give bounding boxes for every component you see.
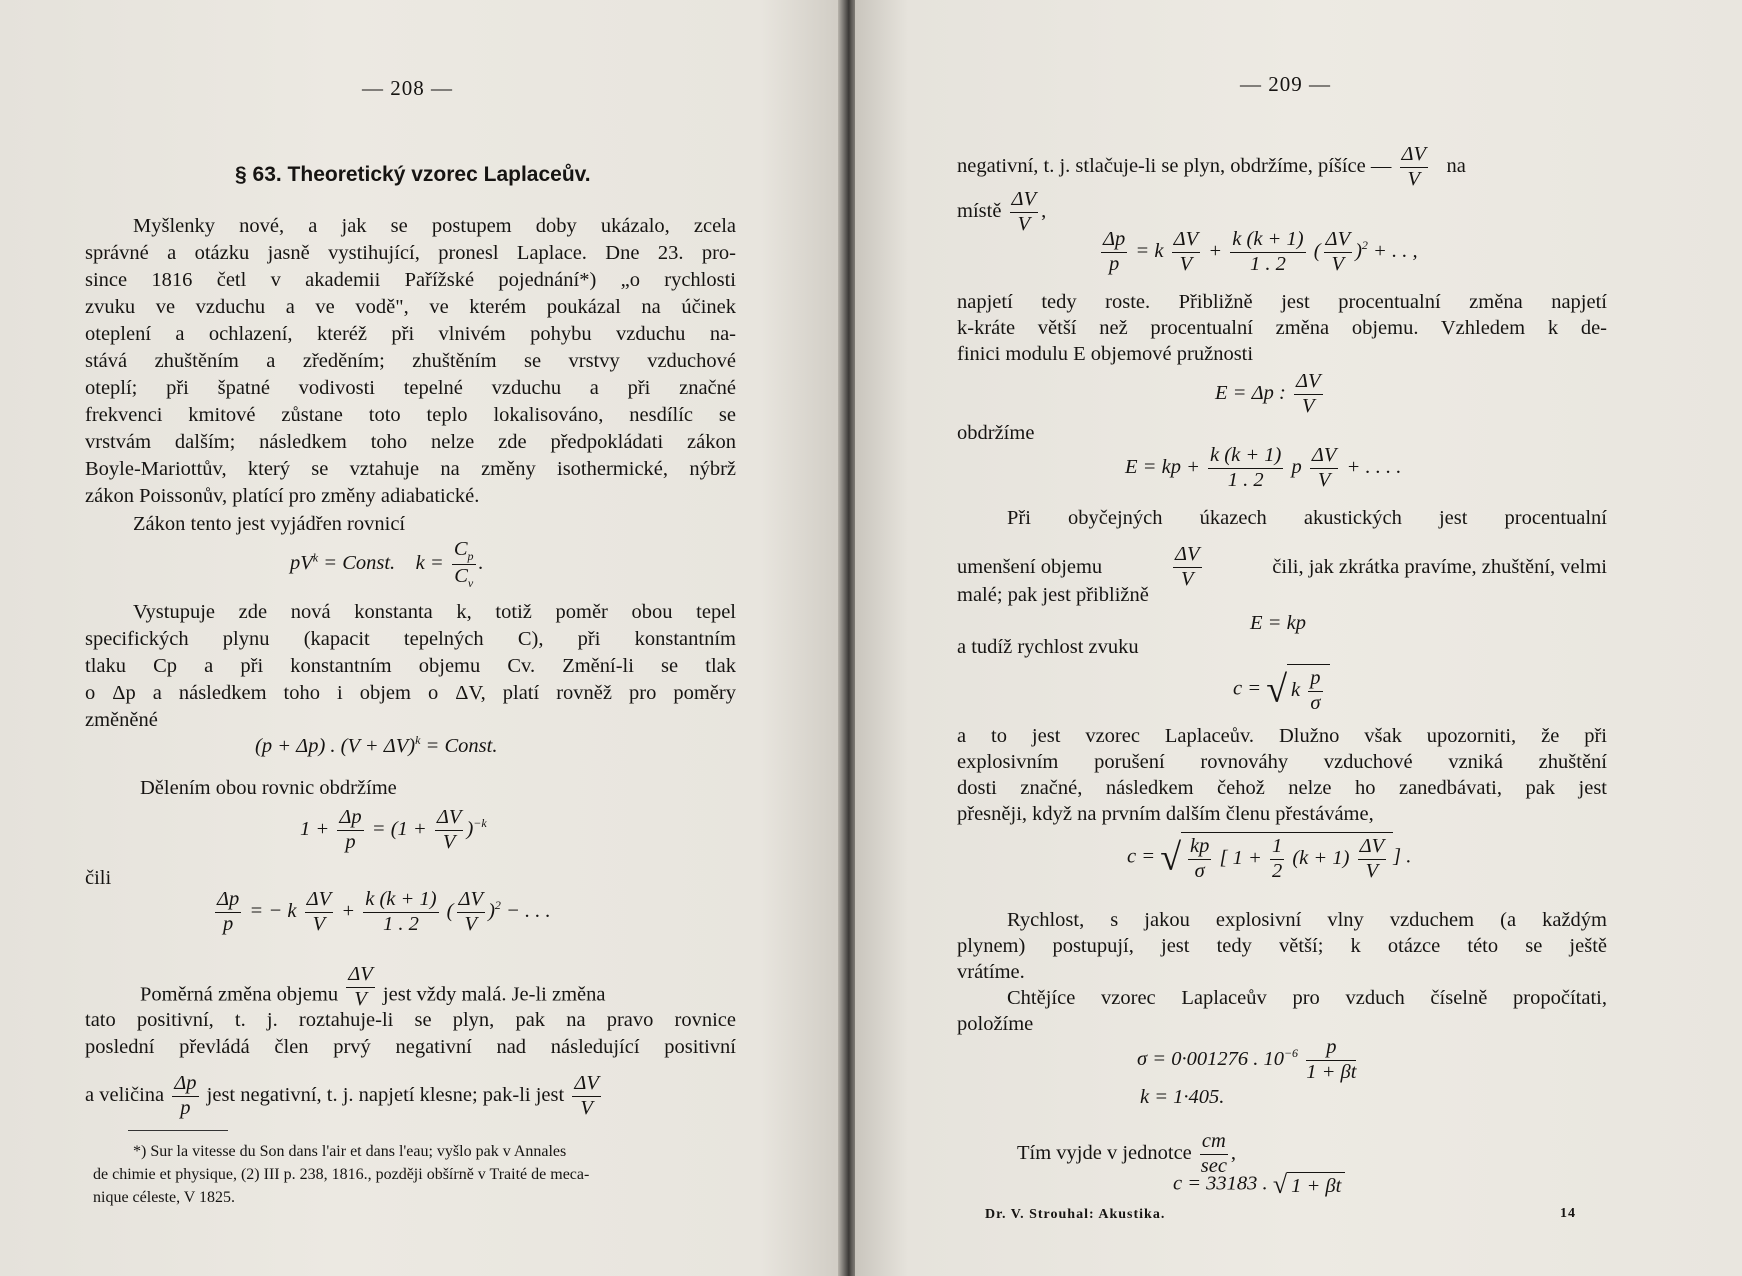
- text-line: Při obyčejných úkazech akustických jest procentualní: [1007, 507, 1607, 529]
- equation-7: [1125, 444, 1401, 492]
- equation-4: $\frac{\Delta p}{p}$ = − k $\frac{\Delta V}{V}$ + $\frac{k (k + 1)}{1 . 2}$ ( $\frac{\Delta V}{V}$ )$^2$ − . . .: [217, 888, 551, 935]
- fraction-dp-p: $\frac{\Delta p}{p}$: [339, 806, 362, 853]
- footer-signature: 14: [1560, 1206, 1576, 1221]
- eq-lhs: (p + Δp) . (V + ΔV): [255, 734, 416, 757]
- eq-k: k: [1291, 678, 1301, 701]
- eq-lhs: E = kp +: [1125, 455, 1200, 478]
- law-intro: Zákon tento jest vyjádřen rovnicí: [133, 513, 406, 535]
- fraction-cm-sec: cm sec: [1200, 1130, 1227, 1177]
- eq-tail: + . . ,: [1373, 239, 1418, 262]
- bracket-close: ] .: [1393, 845, 1412, 868]
- radical-icon: √: [1272, 1170, 1288, 1199]
- eq-lhs: σ = 0·001276 . 10: [1137, 1047, 1284, 1070]
- text-line: změněné: [85, 709, 158, 731]
- last-text-a: a veličina: [85, 1083, 165, 1106]
- fraction: $\frac{p}{1 + \beta t}$: [1306, 1036, 1357, 1083]
- text-line: položíme: [957, 1013, 1034, 1035]
- eq-exponent: 2: [494, 897, 501, 912]
- eq-lhs: E = Δp :: [1215, 381, 1286, 404]
- bracket-open: [ 1 +: [1219, 846, 1262, 869]
- text-line: k-kráte větší než procentualní změna objemu. Vzhledem k de-: [957, 317, 1607, 339]
- text-line: oteplí; při špatné vodivosti tepelné vzduchu a při značné: [85, 377, 736, 399]
- radical-icon: √: [1160, 836, 1182, 879]
- eq-sign: = k: [1135, 239, 1164, 262]
- last-text-b: jest negativní, t. j. napjetí klesne; pak-li jest: [206, 1083, 565, 1106]
- text-line: přesněji, když na prvním dalším členu přestáváme,: [957, 803, 1374, 825]
- footnote-rule: [128, 1130, 228, 1131]
- fraction-cp-cv: [452, 538, 476, 591]
- units-text: Tím vyjde v jednotce: [1017, 1141, 1192, 1164]
- num: C: [453, 538, 468, 560]
- text-line: správné a otázku jasně vystihující, pronesl Laplace. Dne 23. pro-: [85, 242, 736, 264]
- equation-6: [1215, 370, 1326, 418]
- equation-11: [1137, 1036, 1359, 1084]
- eq-kdef: k =: [415, 552, 444, 575]
- right-page: [855, 0, 1742, 1276]
- units-line: Tím vyjde v jednotce cm sec ,: [1017, 1130, 1236, 1177]
- text-line: malé; pak jest přibližně: [957, 584, 1149, 606]
- division-intro: Dělením obou rovnic obdržíme: [140, 777, 397, 799]
- eq-lhs: c =: [1127, 845, 1156, 868]
- text-line: dosti značné, následkem čehož nelze ho zanedbávati, pak jest: [957, 777, 1607, 799]
- equation-8: E = kp: [1250, 612, 1306, 634]
- eq-mid: = (1 +: [371, 817, 427, 840]
- equation-9: [1233, 664, 1330, 715]
- last-line: [85, 1072, 604, 1120]
- fraction: $\frac{\Delta V}{V}$: [1173, 228, 1199, 275]
- page-number-209: — 209 —: [1240, 72, 1331, 96]
- eq-rhs: = Const.: [323, 552, 396, 575]
- eq-exponent: −k: [473, 815, 487, 830]
- eq-exponent: k: [415, 733, 421, 747]
- left-page: [0, 0, 845, 1276]
- equation-12: k = 1·405.: [1140, 1086, 1225, 1108]
- fraction-dv-v: $\frac{\Delta V}{V}$: [1011, 188, 1037, 235]
- fraction: $\frac{\Delta V}{V}$: [1311, 444, 1337, 491]
- num-sub: p: [467, 549, 474, 564]
- equation-13: [1173, 1170, 1345, 1200]
- eq-tail: + . . . .: [1346, 455, 1402, 478]
- radicand: [1181, 832, 1393, 883]
- equation-10: [1127, 832, 1411, 883]
- text-line: poslední převládá člen prvý negativní nad následující positivní: [85, 1036, 736, 1058]
- fraction: $\frac{p}{\sigma}$: [1310, 667, 1321, 714]
- fraction-dv-v: ΔV V: [1174, 543, 1200, 590]
- tudiz-line: a tudíž rychlost zvuku: [957, 636, 1139, 658]
- fraction: $\frac{\Delta p}{p}$: [1103, 228, 1126, 275]
- eq-exponent: −6: [1283, 1045, 1299, 1060]
- text-line: frekvenci kmitové zůstane toto teplo lokalisováno, nesdílíc se: [85, 404, 736, 426]
- equation-3: [300, 806, 487, 854]
- eq-sign: = − k: [249, 899, 297, 922]
- fraction-dv-v: $\frac{\Delta V}{V}$: [574, 1072, 599, 1119]
- fraction-dv-v: $\frac{\Delta V}{V}$: [436, 806, 462, 853]
- text-line: Myšlenky nové, a jak se postupem doby ukázalo, zcela: [133, 215, 736, 237]
- fraction: $\frac{\Delta V}{V}$: [458, 888, 484, 935]
- text-line: specifických plynu (kapacit tepelných C), při konstantním: [85, 628, 736, 650]
- fraction: $\frac{k (k + 1)}{1 . 2}$: [1210, 444, 1282, 491]
- cili-text: čili, jak zkrátka pravíme, zhuštění, velmi: [1272, 555, 1607, 578]
- text-line: tlaku Cp a při konstantním objemu Cv. Změní-li se tlak: [85, 655, 736, 677]
- eq-p: p: [1291, 455, 1302, 478]
- text-line: Vystupuje zde nová konstanta k, totiž poměr obou tepel: [133, 601, 736, 623]
- text-line: Boyle-Mariottův, který se vztahuje na změny isothermické, nýbrž: [85, 458, 736, 480]
- fraction: $\frac{\Delta V}{V}$: [306, 888, 332, 935]
- fraction: $\frac{1}{2}$: [1271, 835, 1283, 882]
- eq-close: ): [466, 817, 474, 840]
- fraction: $\frac{\Delta V}{V}$: [1325, 228, 1351, 275]
- fraction: $\frac{\Delta V}{V}$: [1359, 835, 1385, 882]
- text-line: vrátíme.: [957, 961, 1025, 983]
- footer-author: Dr. V. Strouhal: Akustika.: [985, 1207, 1166, 1222]
- eq-mid: (k + 1): [1292, 846, 1350, 869]
- text-line: stává zhuštěním a zředěním; zhuštěním se vrstvy vzduchové: [85, 350, 736, 372]
- r1-tail: na: [1446, 154, 1466, 177]
- footnote-line: nique céleste, V 1825.: [93, 1189, 236, 1206]
- den: C: [454, 564, 468, 587]
- fraction: $\frac{\Delta p}{p}$: [217, 888, 240, 935]
- eq-exponent: 2: [1361, 237, 1368, 252]
- footnote-line: *) Sur la vitesse du Son dans l'air et dans l'eau; vyšlo pak v Annales: [133, 1143, 567, 1160]
- fraction-dv-v: $\frac{\Delta V}{V}$: [1295, 370, 1321, 417]
- radicand: 1 + βt: [1287, 1172, 1345, 1198]
- fraction: $\frac{kp}{\sigma}$: [1190, 835, 1210, 882]
- eq-rhs: = Const.: [425, 734, 498, 757]
- text-line: finici modulu E objemové pružnosti: [957, 343, 1254, 365]
- text-line: zvuku ve vzduchu a ve vodě", ve kterém poukázal na účinek: [85, 296, 736, 318]
- text-line: Chtějíce vzorec Laplaceův pro vzduch číselně propočítati,: [1007, 987, 1607, 1009]
- page-number-208: — 208 —: [362, 76, 453, 100]
- ratio-text-b: jest vždy malá. Je-li změna: [382, 983, 606, 1006]
- fraction: $\frac{k (k + 1)}{1 . 2}$: [1232, 228, 1304, 275]
- umenseni-text: umenšení objemu: [957, 555, 1103, 578]
- eq-plus: +: [1208, 239, 1223, 262]
- radicand: [1287, 664, 1329, 715]
- text-line: tato positivní, t. j. roztahuje-li se plyn, pak na pravo rovnice: [85, 1009, 736, 1031]
- equation-changed: [255, 733, 497, 758]
- fraction: $\frac{k (k + 1)}{1 . 2}$: [365, 888, 437, 935]
- text-line: zákon Poissonův, platící pro změny adiabatické.: [85, 485, 480, 507]
- text-line: since 1816 četl v akademii Pařížské pojednání*) „o rychlosti: [85, 269, 736, 291]
- r2-text: místě: [957, 199, 1002, 222]
- text-line: napjetí tedy roste. Přibližně jest procentualní změna napjetí: [957, 291, 1607, 313]
- fraction-dv-v: $\frac{\Delta V}{V}$: [1401, 143, 1427, 190]
- den-sub: v: [467, 575, 474, 590]
- footnote-line: de chimie et physique, (2) III p. 238, 1816., později obšírně v Traité de meca-: [93, 1166, 590, 1183]
- eq-lead: 1 +: [300, 817, 330, 840]
- text-line: Rychlost, s jakou explosivní vlny vzduchem (a každým: [1007, 909, 1607, 931]
- text-line: o Δp a následkem toho i objem o ΔV, platí rovněž pro poměry: [85, 682, 736, 704]
- ratio-text-a: Poměrná změna objemu: [140, 983, 339, 1006]
- r1-text: negativní, t. j. stlačuje-li se plyn, obdržíme, píšíce —: [957, 154, 1392, 177]
- eq-lhs: c =: [1233, 677, 1262, 700]
- obdrzime-word: obdržíme: [957, 422, 1035, 444]
- eq-tail: − . . .: [506, 899, 551, 922]
- eq-plus: +: [341, 899, 356, 922]
- eq-exponent: k: [312, 550, 319, 565]
- equation-poisson: $pV^k$ = Const. k = $\frac{C_p}{C_v}$ .: [290, 538, 484, 590]
- section-heading: § 63. Theoretický vzorec Laplaceův.: [235, 163, 591, 186]
- text-line: a to jest vzorec Laplaceův. Dlužno však upozorniti, že při: [957, 725, 1607, 747]
- ratio-line: [140, 963, 606, 1011]
- text-line: oteplení a ochlazení, kteréž při vlnivém pohybu vzduchu na-: [85, 323, 736, 345]
- right-line-2: místě $\frac{\Delta V}{V}$ ,: [957, 188, 1047, 235]
- text-line: vrstvám dalším; následkem toho nelze zde předpokládati zákon: [85, 431, 736, 453]
- eq-lhs: pV: [290, 552, 313, 575]
- equation-5: $\frac{\Delta p}{p}$ = k $\frac{\Delta V}{V}$ + $\frac{k (k + 1)}{1 . 2}$ ( $\frac{\Delta V}{V}$ )$^2$ + . . ,: [1103, 228, 1418, 275]
- text-line: explosivním porušení rovnováhy vzduchové vzniká zhuštění: [957, 751, 1607, 773]
- cili-word: čili: [85, 867, 112, 889]
- text-line: plynem) postupují, jest tedy větší; k otázce této se ještě: [957, 935, 1607, 957]
- radical-icon: √: [1266, 668, 1288, 711]
- fraction-dv-v: $\frac{\Delta V}{V}$: [348, 963, 373, 1010]
- eq-lhs: c = 33183 .: [1173, 1172, 1268, 1195]
- fraction-dp-p: $\frac{\Delta p}{p}$: [174, 1072, 197, 1119]
- right-line-1: [957, 143, 1466, 191]
